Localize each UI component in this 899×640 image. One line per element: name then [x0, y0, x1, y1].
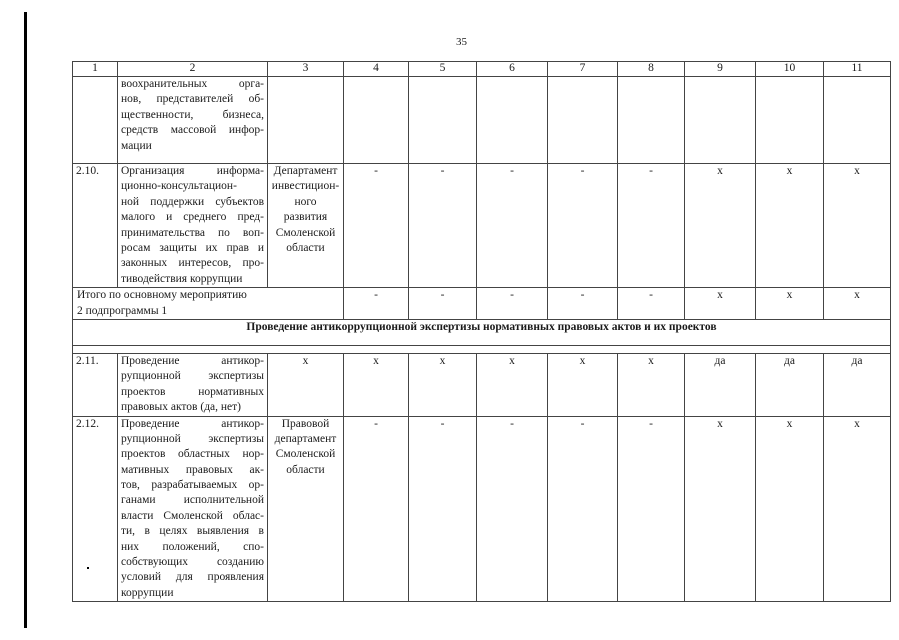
column-header: 6: [477, 62, 548, 77]
text-line: средств массовой инфор-: [121, 124, 264, 137]
text-line: них положений, спо-: [121, 540, 264, 553]
text-line: рупционной экспертизы: [121, 370, 264, 383]
value-cell: [756, 77, 824, 164]
text-line: Смоленской: [275, 226, 336, 239]
value-cell: да: [756, 353, 824, 416]
row-description: [118, 353, 268, 416]
text-line: Организация информа-: [121, 165, 264, 177]
text-line: Проведение антикор-: [121, 354, 264, 367]
column-header: 2: [118, 62, 268, 77]
value-cell: -: [344, 164, 409, 288]
row-description: [118, 164, 268, 288]
scan-speck: [87, 567, 89, 569]
value-cell: x: [824, 164, 891, 288]
text-line: щественности, бизнеса,: [121, 108, 264, 121]
value-cell: x: [618, 353, 685, 416]
text-line: условий для проявления: [121, 571, 264, 584]
value-cell: x: [756, 416, 824, 602]
text-line: малого и среднего пред-: [121, 211, 264, 224]
text-line: области: [286, 463, 325, 476]
text-line: законных интересов, про-: [121, 257, 264, 270]
value-cell: x: [685, 416, 756, 602]
value-cell: [344, 77, 409, 164]
text-line: проектов областных нор-: [121, 448, 264, 461]
value-cell: x: [548, 353, 618, 416]
text-line: 2 подпрограммы 1: [77, 304, 168, 317]
column-header: 5: [409, 62, 477, 77]
row-description: [118, 77, 268, 164]
column-header: 4: [344, 62, 409, 77]
spacer-row: [73, 345, 891, 353]
value-cell: -: [409, 164, 477, 288]
row-number: 2.12.: [73, 416, 118, 602]
text-line: рупционной экспертизы: [121, 432, 264, 445]
total-row: [73, 288, 891, 320]
value-cell: x: [756, 164, 824, 288]
text-line: ти, в целях выявления в: [121, 525, 264, 538]
row-number: 2.11.: [73, 353, 118, 416]
value-cell: [618, 77, 685, 164]
value-cell: -: [548, 288, 618, 320]
value-cell: -: [477, 288, 548, 320]
text-line: Итого по основному мероприятию: [77, 289, 247, 302]
text-line: ной поддержки субъектов: [121, 195, 264, 208]
text-line: Проведение антикор-: [121, 417, 264, 430]
text-line: ного: [294, 195, 317, 208]
value-cell: -: [344, 288, 409, 320]
text-line: правовых актов (да, нет): [121, 401, 242, 414]
row-department: [268, 416, 344, 602]
table-row: [73, 77, 891, 164]
row-number: 2.10.: [73, 164, 118, 288]
table-row: [73, 416, 891, 602]
column-header: 9: [685, 62, 756, 77]
table-row: [73, 164, 891, 288]
value-cell: x: [685, 288, 756, 320]
value-cell: -: [618, 416, 685, 602]
value-cell: [409, 77, 477, 164]
value-cell: x: [685, 164, 756, 288]
value-cell: [548, 77, 618, 164]
text-line: тиводействия коррупции: [121, 272, 243, 285]
column-header: 1: [73, 62, 118, 77]
value-cell: да: [685, 353, 756, 416]
section-row: [73, 319, 891, 345]
value-cell: -: [618, 164, 685, 288]
row-department: [268, 353, 344, 416]
text-line: Департамент: [273, 165, 338, 177]
text-line: воохранительных орга-: [121, 78, 264, 90]
value-cell: x: [824, 288, 891, 320]
text-line: области: [286, 242, 325, 255]
text-line: x: [302, 354, 309, 367]
value-cell: x: [824, 416, 891, 602]
text-line: департамент: [274, 432, 337, 445]
table-row: [73, 353, 891, 416]
row-description: [118, 416, 268, 602]
text-line: собствующих созданию: [121, 556, 264, 569]
text-line: Правовой: [281, 417, 330, 430]
text-line: принимательства по воп-: [121, 226, 264, 239]
row-number: [73, 77, 118, 164]
total-label: [73, 288, 344, 320]
value-cell: -: [477, 164, 548, 288]
left-margin-line: [24, 12, 27, 628]
row-department: [268, 164, 344, 288]
text-line: мативных правовых ак-: [121, 463, 264, 476]
text-line: инвестицион-: [271, 180, 340, 193]
text-line: проектов нормативных: [121, 385, 264, 398]
plan-table: [72, 61, 891, 602]
column-header: 8: [618, 62, 685, 77]
column-header: 11: [824, 62, 891, 77]
value-cell: x: [409, 353, 477, 416]
value-cell: -: [477, 416, 548, 602]
value-cell: [685, 77, 756, 164]
value-cell: [477, 77, 548, 164]
value-cell: x: [344, 353, 409, 416]
text-line: Смоленской: [275, 448, 336, 461]
text-line: росам защиты их прав и: [121, 241, 264, 254]
value-cell: -: [548, 164, 618, 288]
value-cell: [824, 77, 891, 164]
text-line: тов, разрабатываемых ор-: [121, 479, 264, 492]
value-cell: -: [548, 416, 618, 602]
section-title: Проведение антикоррупционной экспертизы нормативных правовых актов и их проектов: [73, 319, 891, 345]
value-cell: x: [477, 353, 548, 416]
value-cell: -: [344, 416, 409, 602]
row-department: [268, 77, 344, 164]
text-line: развития: [283, 211, 328, 224]
text-line: власти Смоленской облас-: [121, 509, 264, 522]
value-cell: x: [756, 288, 824, 320]
text-line: нов, представителей об-: [121, 93, 264, 106]
value-cell: да: [824, 353, 891, 416]
column-header: 10: [756, 62, 824, 77]
column-header: 3: [268, 62, 344, 77]
text-line: ционно-консультацион-: [121, 180, 237, 193]
value-cell: -: [409, 288, 477, 320]
text-line: мации: [121, 139, 152, 152]
text-line: коррупции: [121, 586, 174, 599]
column-number-row: [73, 62, 891, 77]
text-line: ганами исполнительной: [121, 494, 264, 507]
column-header: 7: [548, 62, 618, 77]
page-number: 35: [456, 36, 467, 48]
value-cell: -: [618, 288, 685, 320]
value-cell: -: [409, 416, 477, 602]
